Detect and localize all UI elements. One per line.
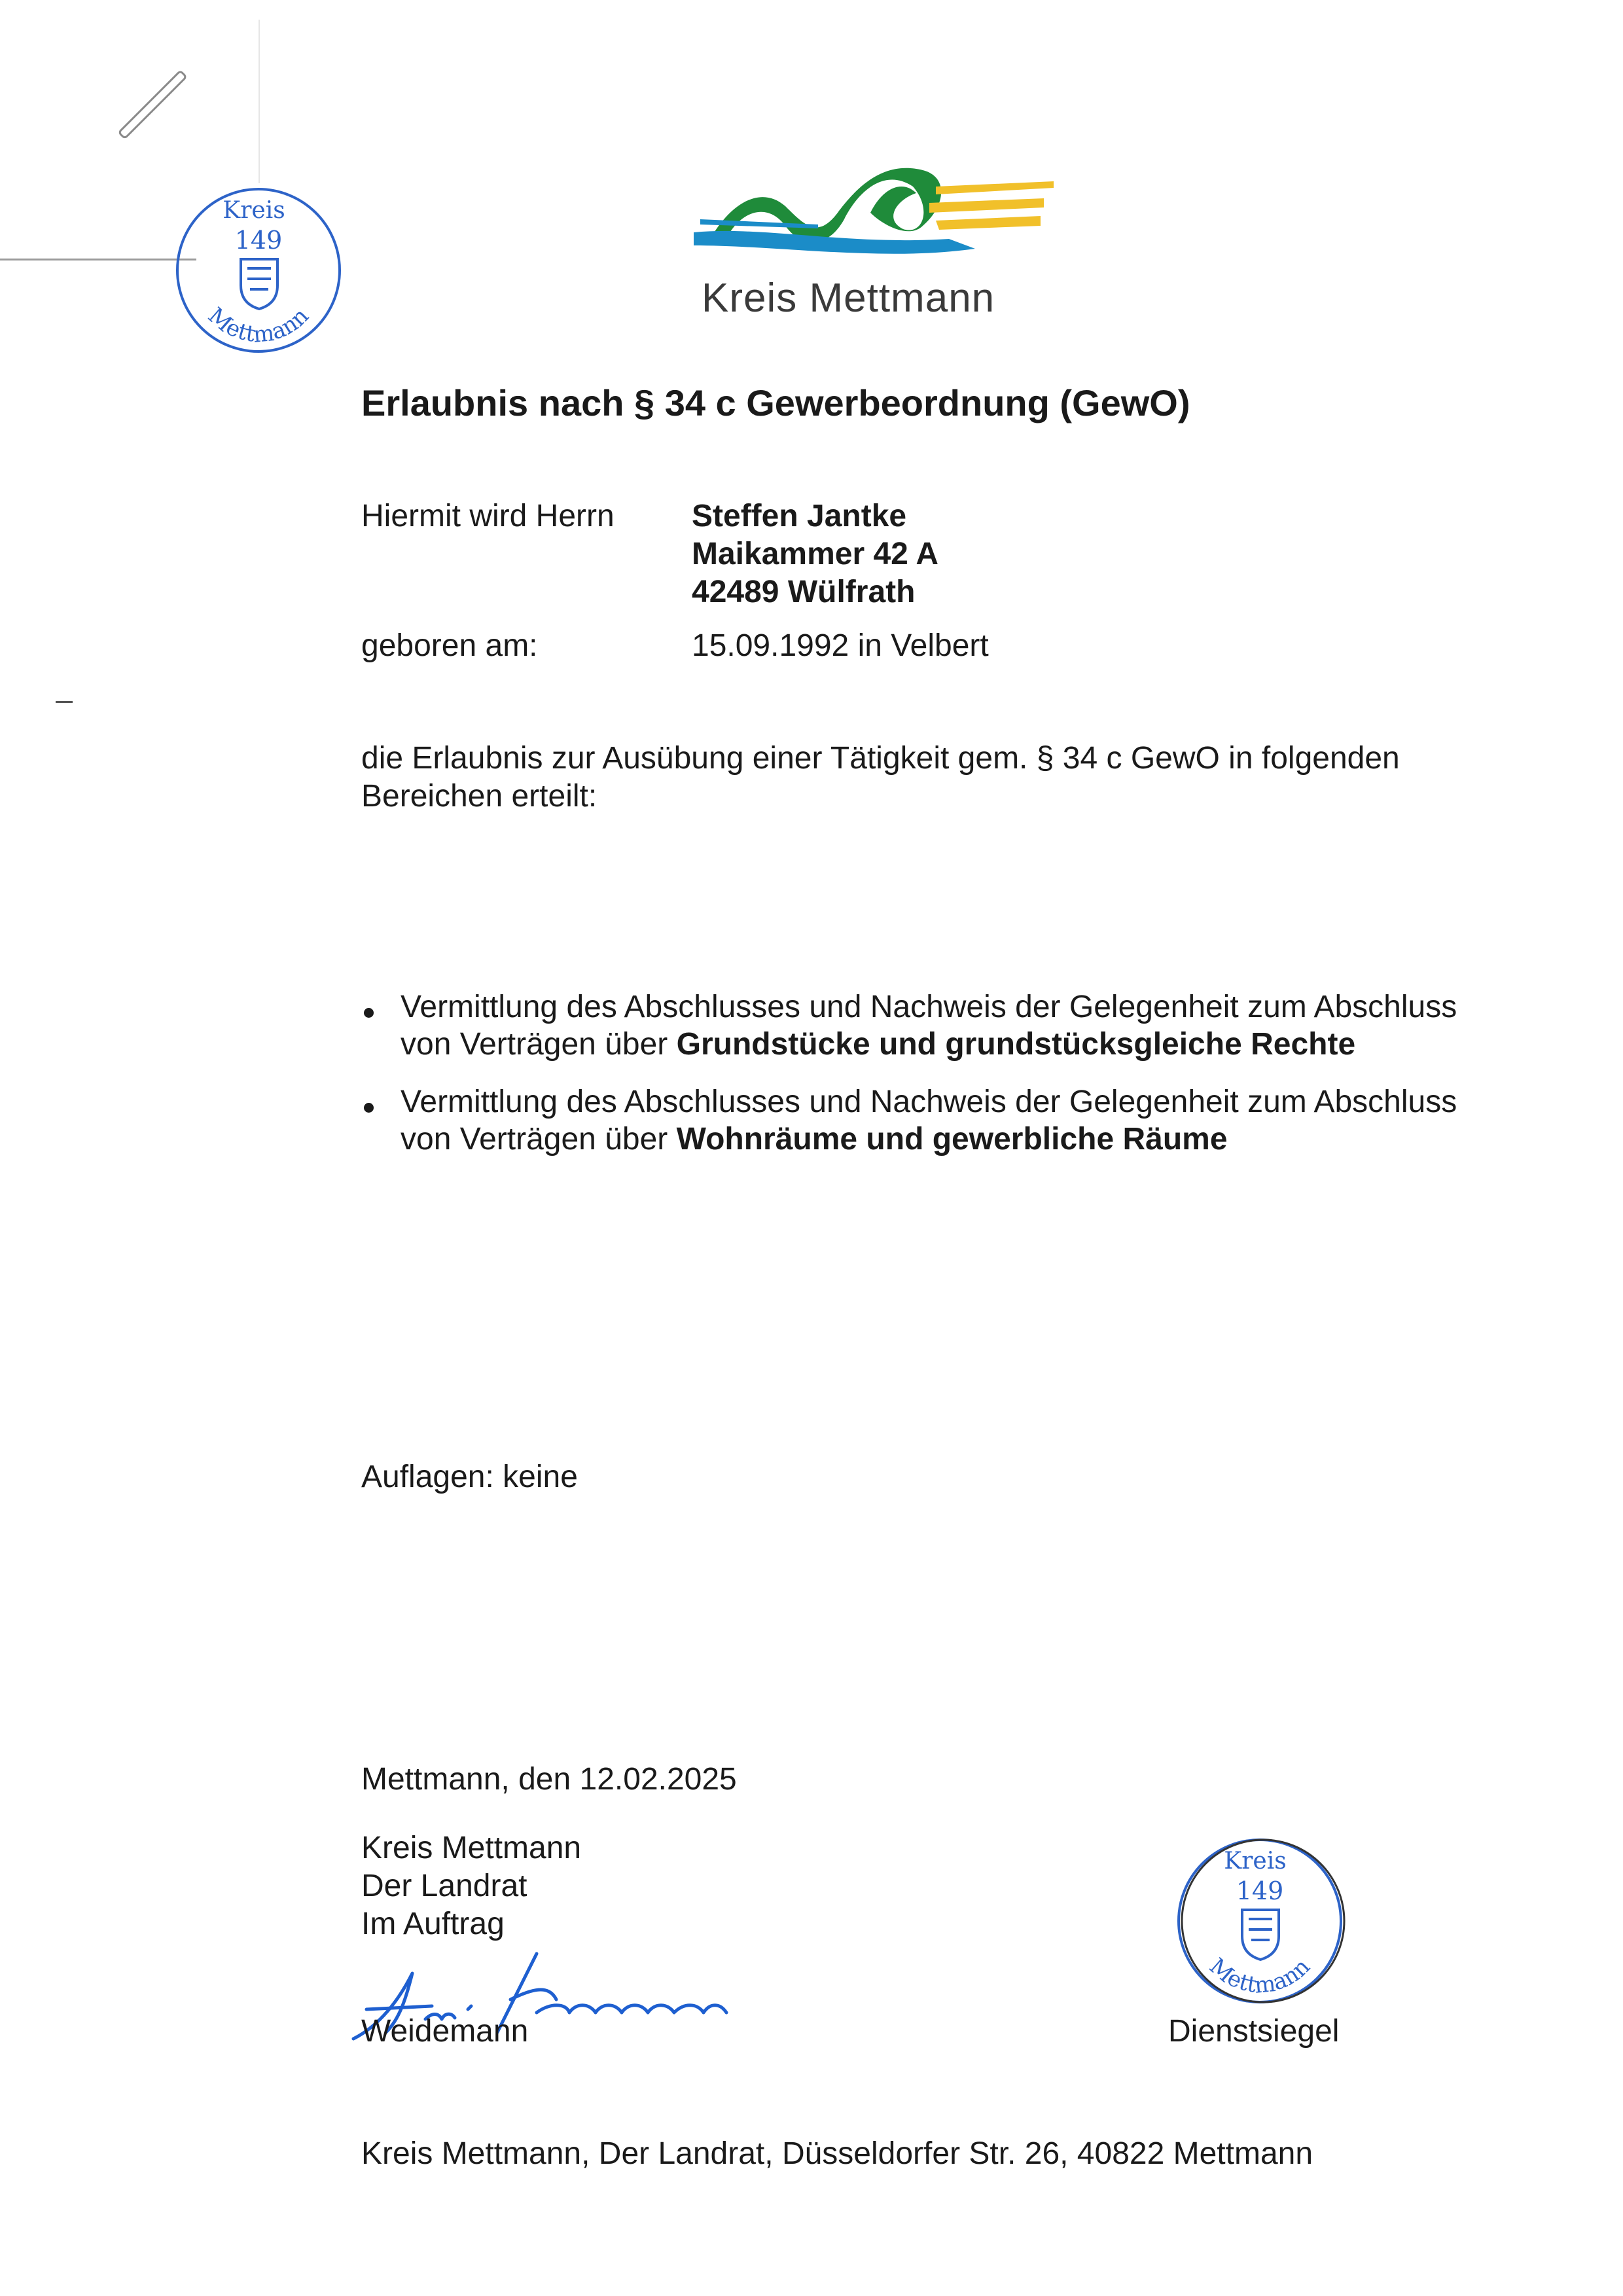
seal-label: Dienstsiegel: [1168, 2014, 1340, 2049]
recipient-street: Maikammer 42 A: [692, 537, 939, 571]
conditions-text: Auflagen: keine: [361, 1460, 578, 1494]
recipient-name: Steffen Jantke: [692, 499, 907, 533]
official-seal-bottom: [1171, 1833, 1348, 2009]
issuer-line1: Kreis Mettmann: [361, 1831, 582, 1865]
footer-address: Kreis Mettmann, Der Landrat, Düsseldorfer Str. 26, 40822 Mettmann: [361, 2136, 1313, 2171]
stamp-bottom-word: Mettmann: [203, 302, 314, 348]
document-title: Erlaubnis nach § 34 c Gewerbeordnung (GewO): [361, 382, 1190, 423]
bullet-2-bold: Wohnräume und gewerbliche Räume: [676, 1122, 1228, 1157]
stamp-top-word: Kreis: [223, 197, 285, 224]
issuer-line3: Im Auftrag: [361, 1907, 505, 1941]
bullet-1-line1: Vermittlung des Abschlusses und Nachweis der Gelegenheit zum Abschluss: [401, 990, 1457, 1024]
scan-edge-line: [259, 20, 260, 183]
birth-label: geboren am:: [361, 628, 538, 663]
recipient-label: Hiermit wird Herrn: [361, 499, 615, 533]
bullet-1-bold: Grundstücke und grundstücksgleiche Rechte: [676, 1027, 1356, 1062]
scan-fold-line: [0, 259, 196, 260]
seal-bottom-word: Mettmann: [1204, 1953, 1315, 1999]
bullet-1-line2: [401, 1026, 1355, 1064]
seal-top-word: Kreis: [1224, 1848, 1287, 1874]
bullet-dot: [364, 1103, 374, 1113]
birth-value: 15.09.1992 in Velbert: [692, 628, 989, 663]
bullet-1-prefix: von Verträgen über: [401, 1027, 677, 1062]
bullet-dot: [364, 1008, 374, 1018]
paperclip-mark: [117, 69, 187, 139]
logo-org-name: Kreis Mettmann: [702, 276, 995, 321]
official-stamp-top: [170, 182, 347, 359]
permission-text-line2: Bereichen erteilt:: [361, 779, 597, 814]
margin-dash: [56, 701, 73, 703]
recipient-city: 42489 Wülfrath: [692, 575, 916, 609]
place-date: Mettmann, den 12.02.2025: [361, 1762, 737, 1797]
signer-name: Weidemann: [361, 2014, 529, 2049]
kreis-mettmann-logo: [687, 147, 1054, 272]
bullet-2-prefix: von Verträgen über: [401, 1122, 677, 1157]
bullet-2-line1: Vermittlung des Abschlusses und Nachweis der Gelegenheit zum Abschluss: [401, 1085, 1457, 1119]
bullet-2-line2: [401, 1121, 1228, 1158]
seal-number: 149: [1236, 1876, 1284, 1905]
stamp-number: 149: [234, 226, 283, 255]
issuer-line2: Der Landrat: [361, 1869, 527, 1903]
permission-text-line1: die Erlaubnis zur Ausübung einer Tätigkeit gem. § 34 c GewO in folgenden: [361, 741, 1400, 776]
